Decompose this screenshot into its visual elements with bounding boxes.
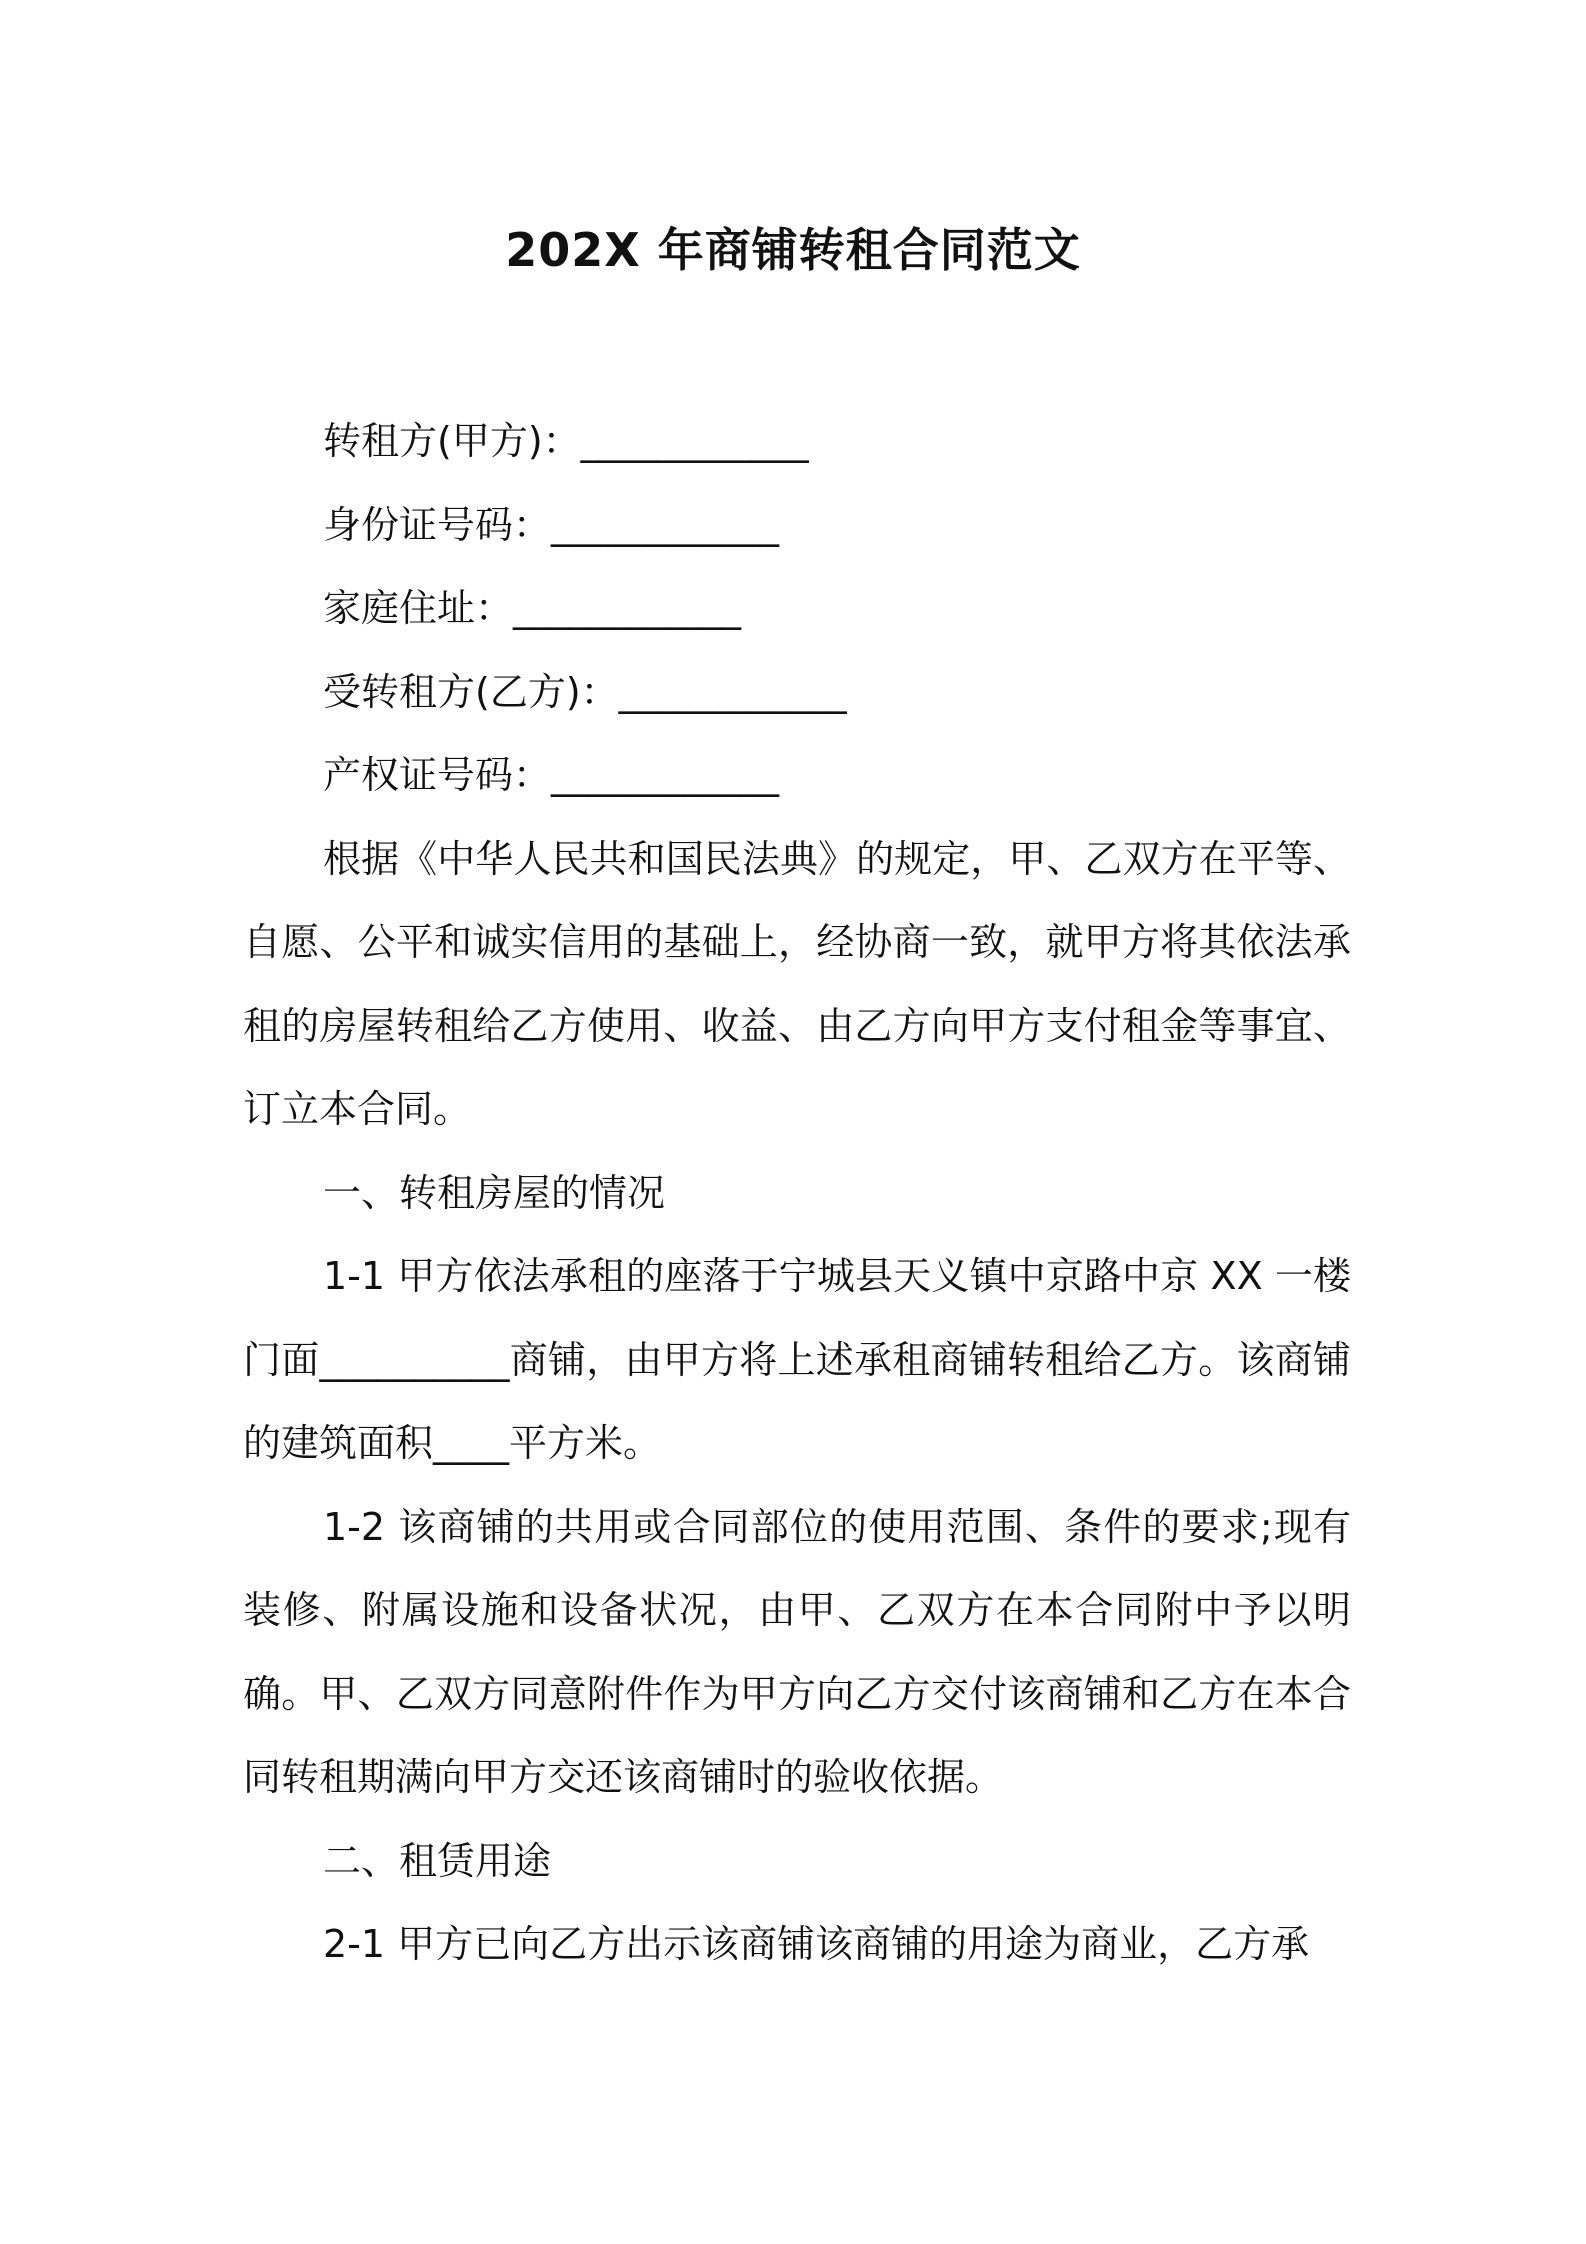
- clause-2-1: 2-1 甲方已向乙方出示该商铺该商铺的用途为商业，乙方承: [323, 1922, 1310, 1966]
- field-home-address: 家庭住址：____________: [323, 586, 742, 630]
- document-title: 202X 年商铺转租合同范文: [505, 223, 1081, 277]
- section-2-heading: 二、租赁用途: [323, 1838, 552, 1883]
- section-1-heading: 一、转租房屋的情况: [323, 1170, 666, 1215]
- field-sublessor: 转租方(甲方)：____________: [323, 419, 809, 463]
- clause-1-1: 1-1 甲方依法承租的座落于宁城县天义镇中京路中京 XX 一楼门面__________商铺，由甲方将上述承租商铺转租给乙方。该商铺的建筑面积____平方米。: [243, 1254, 1351, 1465]
- field-id-number: 身份证号码：____________: [323, 502, 780, 547]
- field-sublessee: 受转租方(乙方)：____________: [323, 669, 847, 714]
- clause-1-2: 1-2 该商铺的共用或合同部位的使用范围、条件的要求;现有装修、附属设施和设备状况，由甲、乙双方在本合同附中予以明确。甲、乙双方同意附件作为甲方向乙方交付该商铺和乙方在本合同转租期满向甲方交还该商铺时的验收依据。: [243, 1504, 1351, 1799]
- intro-paragraph: 根据《中华人民共和国民法典》的规定，甲、乙双方在平等、自愿、公平和诚实信用的基础上，经协商一致，就甲方将其依法承租的房屋转租给乙方使用、收益、由乙方向甲方支付租金等事宜、订立本合同。: [243, 836, 1351, 1131]
- document-body: [243, 400, 1351, 1987]
- field-property-certificate: 产权证号码：____________: [323, 753, 780, 797]
